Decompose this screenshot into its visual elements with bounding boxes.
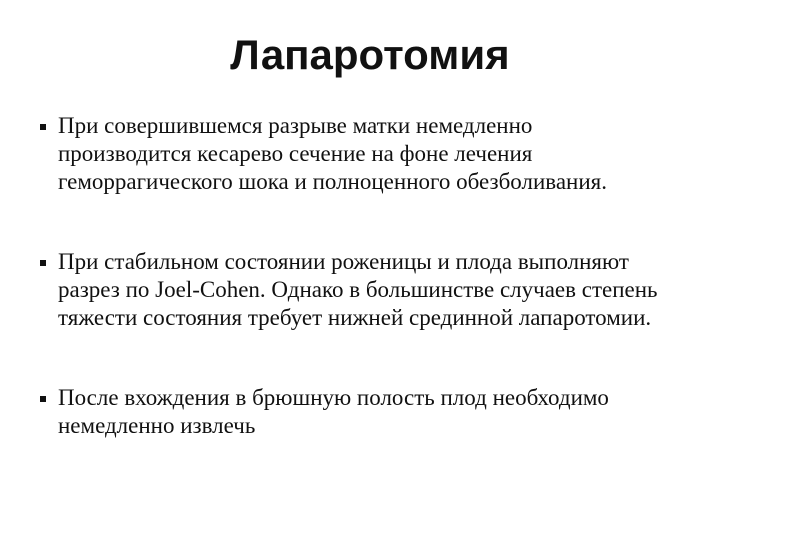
bullet-item: [40, 384, 760, 440]
bullet-item: [40, 248, 760, 332]
bullet-line: тяжести состояния требует нижней срединной лапаротомии.: [58, 305, 652, 330]
bullet-line: производится кесарево сечение на фоне лечения: [58, 141, 533, 166]
bullet-line: После вхождения в брюшную полость плод необходимо: [58, 385, 609, 410]
square-bullet-icon: [40, 396, 46, 402]
slide-title: Лапаротомия: [230, 31, 510, 78]
bullet-line: При стабильном состоянии роженицы и плода выполняют: [58, 249, 629, 274]
square-bullet-icon: [40, 260, 46, 266]
bullet-line: геморрагического шока и полноценного обезболивания.: [58, 169, 607, 194]
bullet-line: При совершившемся разрыве матки немедленно: [58, 113, 533, 138]
bullet-line: немедленно извлечь: [58, 413, 256, 438]
bullet-list: [40, 112, 760, 492]
bullet-line: разрез по Joel-Cohen. Однако в большинстве случаев степень: [58, 277, 658, 302]
bullet-item: [40, 112, 760, 196]
square-bullet-icon: [40, 124, 46, 130]
